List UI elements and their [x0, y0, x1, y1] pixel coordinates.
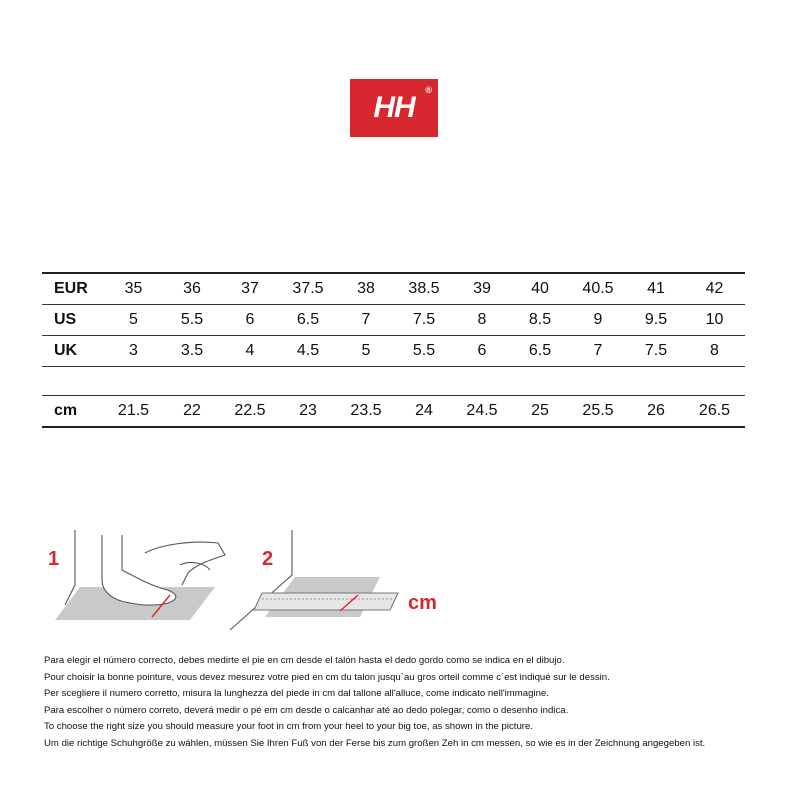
size-cell: 7.5: [412, 311, 436, 328]
size-row-label: cm: [54, 402, 78, 419]
size-cell: 41: [647, 280, 665, 297]
brand-logo: [350, 79, 438, 137]
size-cell: 21.5: [117, 402, 150, 419]
size-cell: 22.5: [234, 402, 266, 419]
size-cell: 35: [124, 280, 143, 297]
ruler-drawing: [230, 530, 398, 630]
size-row-label: UK: [54, 342, 78, 359]
size-cell: 26.5: [698, 402, 731, 419]
table-spacer: [42, 367, 745, 395]
size-cell: 8.5: [528, 311, 552, 328]
size-cell: 5.5: [180, 311, 204, 328]
size-cell: 8: [710, 342, 719, 359]
size-cell: 4: [245, 342, 255, 359]
size-cell: 39: [473, 280, 491, 297]
size-row-cm: [42, 396, 745, 426]
size-cell: 8: [477, 311, 487, 328]
size-cell: 10: [705, 311, 724, 328]
instruction-de: Um die richtige Schuhgröße zu wählen, müssen Sie Ihren Fuß von der Ferse bis zum großen Zeh in cm messen, so wie es in der Zeichnung angegeben ist.: [44, 737, 706, 749]
size-cell: 7: [361, 311, 371, 328]
cm-unit-label: cm: [408, 592, 437, 614]
size-cell: 37: [241, 280, 259, 297]
size-cell: 9: [593, 311, 603, 328]
size-cell: 37.5: [292, 280, 324, 297]
instruction-en: To choose the right size you should measure your foot in cm from your heel to your big toe, as shown in the picture.: [44, 721, 534, 732]
instruction-it: Per scegliere il numero corretto, misura la lunghezza del piede in cm dal tallone all'alluce, come indicato nell'immagine.: [44, 688, 549, 699]
foot-measure-drawing: [55, 530, 225, 620]
size-cell: 38: [357, 280, 375, 297]
size-cell: 36: [183, 280, 201, 297]
size-cell: 40: [531, 280, 549, 297]
instruction-es: Para elegir el número correcto, debes medirte el pie en cm desde el talón hasta el dedo gordo como se indica en el dibujo.: [44, 655, 565, 666]
size-chart-table: [42, 272, 745, 428]
size-cell: 3.5: [180, 342, 204, 359]
logo-text: HH: [373, 91, 415, 124]
size-cell: 23: [299, 402, 317, 419]
size-cell: 6: [477, 342, 487, 359]
instruction-fr: Pour choisir la bonne pointure, vous devez mesurez votre pied en cm du talon jusqu`au gros orteil comme c´est indiqué sur le dessin.: [44, 671, 610, 683]
table-bottom-rule: [42, 426, 745, 428]
size-cell: 7.5: [644, 342, 668, 359]
size-cell: 5: [361, 342, 371, 359]
size-cell: 4.5: [296, 342, 320, 359]
size-cell: 25: [531, 402, 549, 419]
measuring-illustration: [40, 525, 460, 640]
step-1-number: 1: [48, 548, 60, 570]
size-cell: 6.5: [528, 342, 552, 359]
registered-mark: ®: [425, 85, 432, 95]
size-cell: 22: [183, 402, 201, 419]
size-row-label: EUR: [54, 280, 88, 297]
size-cell: 5: [129, 311, 138, 328]
size-cell: 25.5: [582, 402, 614, 419]
size-cell: 42: [705, 280, 724, 297]
size-cell: 24: [415, 402, 433, 419]
size-row-label: US: [54, 311, 77, 328]
size-cell: 40.5: [582, 280, 614, 297]
size-cell: 24.5: [466, 402, 498, 419]
measuring-instructions: [44, 653, 764, 752]
size-cell: 3: [129, 342, 138, 359]
size-row-uk: [42, 336, 745, 366]
size-row-us: [42, 305, 745, 335]
size-cell: 6: [245, 311, 255, 328]
size-cell: 23.5: [350, 402, 382, 419]
size-row-eur: [42, 274, 745, 304]
size-cell: 5.5: [412, 342, 436, 359]
size-cell: 38.5: [408, 280, 440, 297]
instruction-pt: Para escolher o número correto, deverá medir o pé em cm desde o calcanhar até ao dedo polegar, como o desenho indica.: [44, 704, 569, 716]
size-cell: 9.5: [644, 311, 668, 328]
size-cell: 6.5: [296, 311, 320, 328]
size-cell: 26: [647, 402, 665, 419]
size-cell: 7: [593, 342, 603, 359]
step-2-number: 2: [262, 548, 274, 570]
